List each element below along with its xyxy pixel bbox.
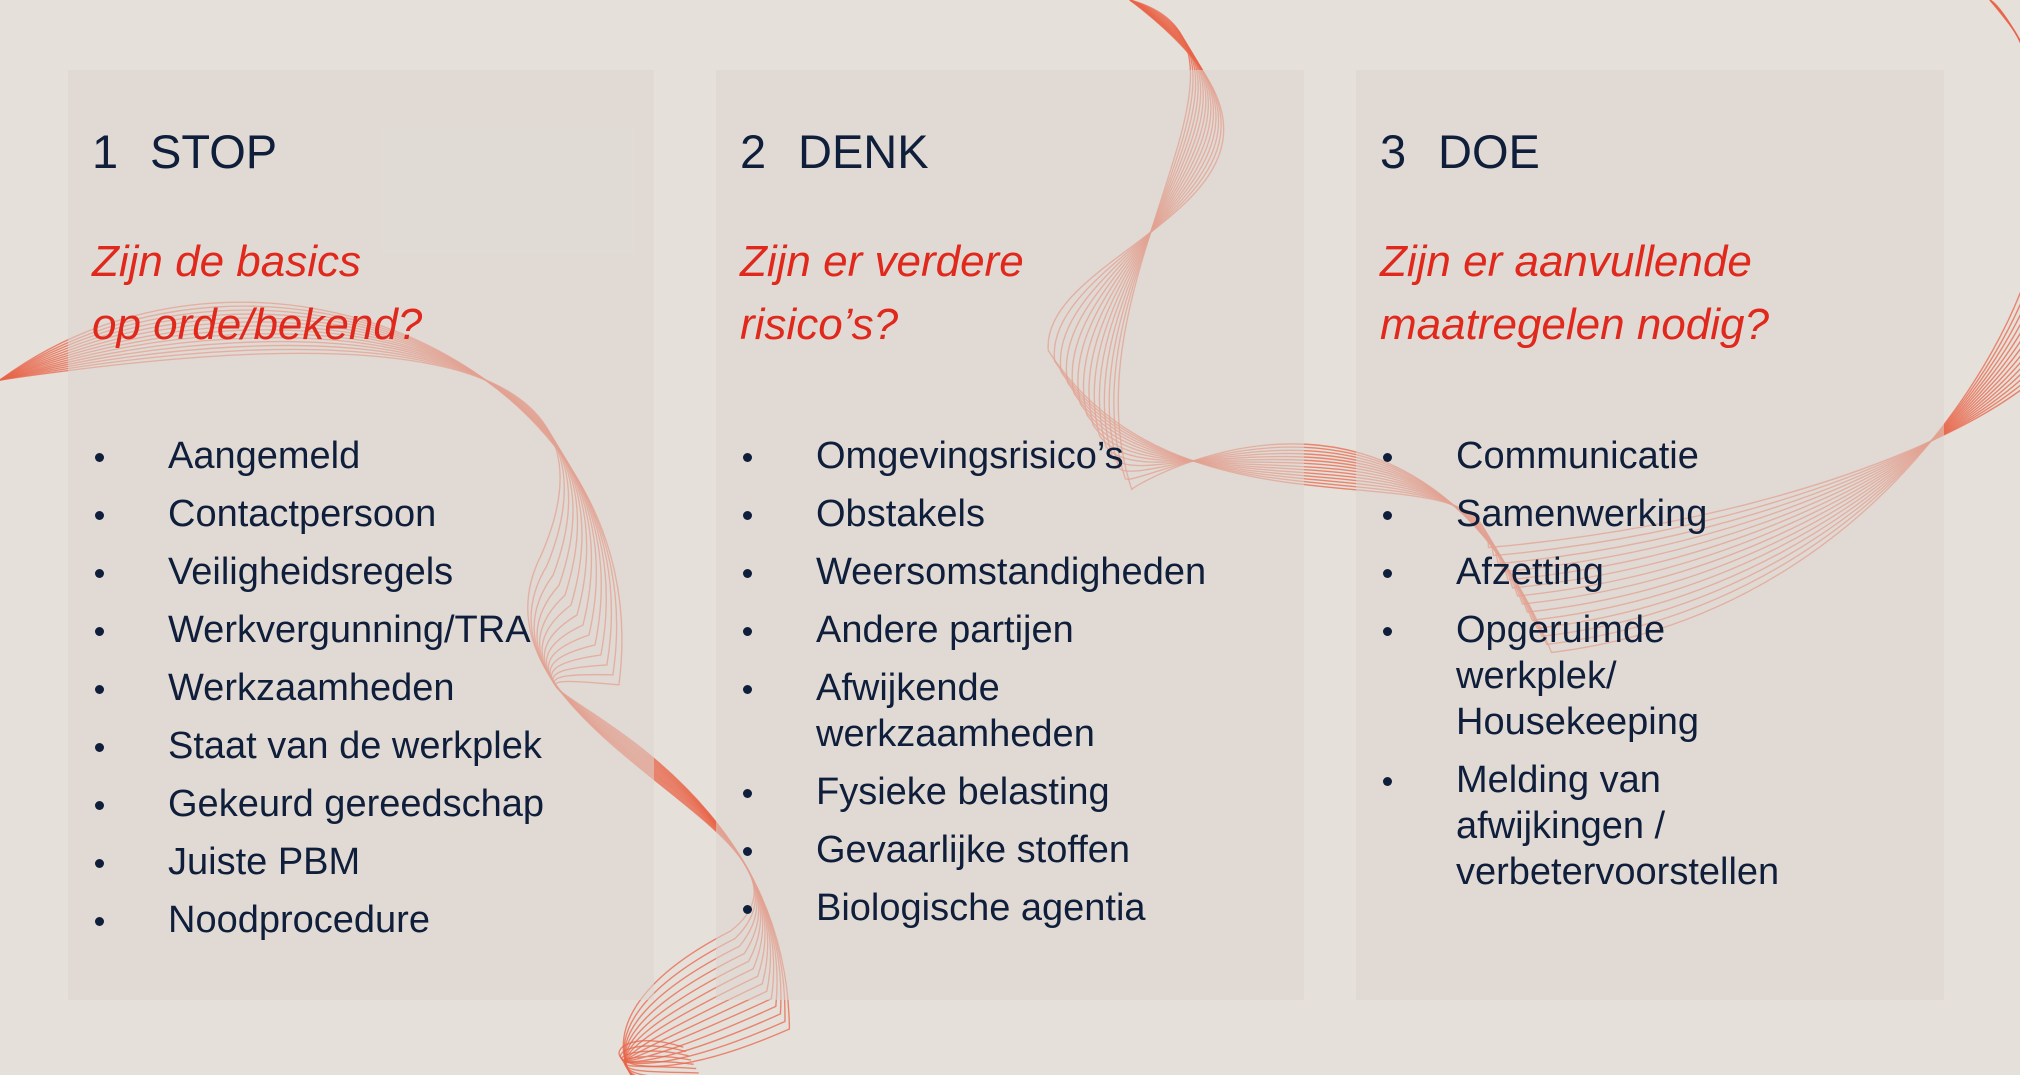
list-item-text: Omgevingsrisico’s: [816, 435, 1124, 477]
card-doe-title: DOE: [1438, 125, 1540, 178]
card-doe-number: 3: [1380, 125, 1407, 178]
list-item-text: Samenwerking: [1456, 493, 1708, 535]
list-item-text: Obstakels: [816, 493, 985, 535]
list-item: [92, 607, 644, 653]
list-item-text: Weersomstandigheden: [816, 551, 1207, 593]
list-item-text: Biologische agentia: [816, 887, 1146, 929]
bullet-icon: [95, 569, 104, 578]
list-item: [92, 491, 644, 537]
bullet-icon: [95, 511, 104, 520]
list-item: [92, 839, 644, 885]
card-denk-list: [740, 433, 1254, 943]
list-item-text: Afwijkende werkzaamheden: [816, 667, 1095, 755]
list-item: [92, 549, 644, 595]
list-item-text: Staat van de werkplek: [168, 725, 542, 767]
card-denk-question: Zijn er verdere risico’s?: [740, 237, 1024, 349]
list-item-text: Juiste PBM: [168, 841, 361, 883]
list-item-text: Werkzaamheden: [168, 667, 455, 709]
bullet-icon: [743, 453, 752, 462]
list-item: [1380, 607, 1794, 745]
card-stop-heading: [92, 122, 654, 182]
list-item: [1380, 549, 1794, 595]
list-item-text: Andere partijen: [816, 609, 1074, 651]
wave-line: [1990, 0, 2020, 46]
wave-line: [1990, 0, 2020, 52]
list-item: [1380, 433, 1794, 479]
card-stop: [68, 70, 654, 1000]
list-item-text: Opgeruimde werkplek/ Housekeeping: [1456, 609, 1699, 743]
list-item-text: Fysieke belasting: [816, 771, 1110, 813]
list-item-text: Aangemeld: [168, 435, 361, 477]
list-item: [1380, 757, 1794, 895]
bullet-icon: [1383, 627, 1392, 636]
bullet-icon: [95, 801, 104, 810]
list-item-text: Afzetting: [1456, 551, 1604, 593]
bullet-icon: [95, 743, 104, 752]
list-item: [92, 723, 644, 769]
bullet-icon: [743, 905, 752, 914]
list-item: [92, 781, 644, 827]
bullet-icon: [95, 627, 104, 636]
card-doe: [1356, 70, 1944, 1000]
bullet-icon: [743, 847, 752, 856]
list-item-text: Werkvergunning/TRA: [168, 609, 531, 651]
card-denk: [716, 70, 1304, 1000]
bullet-icon: [743, 789, 752, 798]
bullet-icon: [743, 569, 752, 578]
wave-ribbon-corner: [1990, 0, 2020, 74]
list-item-text: Veiligheidsregels: [168, 551, 454, 593]
bullet-icon: [743, 511, 752, 520]
card-doe-heading: [1380, 122, 1944, 182]
card-stop-list: [92, 433, 644, 955]
list-item: [740, 827, 1254, 873]
list-item: [740, 665, 1254, 757]
card-doe-list: [1380, 433, 1794, 907]
bullet-icon: [1383, 777, 1392, 786]
wave-line: [1990, 0, 2020, 74]
list-item-text: Communicatie: [1456, 435, 1699, 477]
list-item: [92, 433, 644, 479]
list-item-text: Gevaarlijke stoffen: [816, 829, 1131, 871]
bullet-icon: [95, 917, 104, 926]
list-item: [740, 549, 1254, 595]
list-item-text: Gekeurd gereedschap: [168, 783, 545, 825]
list-item: [92, 897, 644, 943]
bullet-icon: [95, 859, 104, 868]
list-item: [740, 433, 1254, 479]
list-item: [740, 769, 1254, 815]
bullet-icon: [743, 627, 752, 636]
bullet-icon: [1383, 453, 1392, 462]
card-doe-question: Zijn er aanvullende maatregelen nodig?: [1380, 237, 1769, 349]
bullet-icon: [1383, 511, 1392, 520]
wave-line: [1990, 0, 2020, 57]
list-item: [740, 491, 1254, 537]
bullet-icon: [1383, 569, 1392, 578]
list-item: [1380, 491, 1794, 537]
list-item-text: Noodprocedure: [168, 899, 430, 941]
card-denk-heading: [740, 122, 1304, 182]
card-denk-title: DENK: [798, 125, 929, 178]
card-stop-number: 1: [92, 125, 119, 178]
list-item: [92, 665, 644, 711]
list-item: [740, 607, 1254, 653]
card-stop-title: STOP: [150, 125, 278, 178]
bullet-icon: [95, 453, 104, 462]
bullet-icon: [743, 685, 752, 694]
list-item: [740, 885, 1254, 931]
bullet-icon: [95, 685, 104, 694]
list-item-text: Melding van afwijkingen / verbetervoorstellen: [1456, 759, 1780, 893]
list-item-text: Contactpersoon: [168, 493, 437, 535]
card-stop-question: Zijn de basics op orde/bekend?: [92, 237, 423, 349]
card-denk-number: 2: [740, 125, 767, 178]
wave-line: [1990, 0, 2020, 63]
